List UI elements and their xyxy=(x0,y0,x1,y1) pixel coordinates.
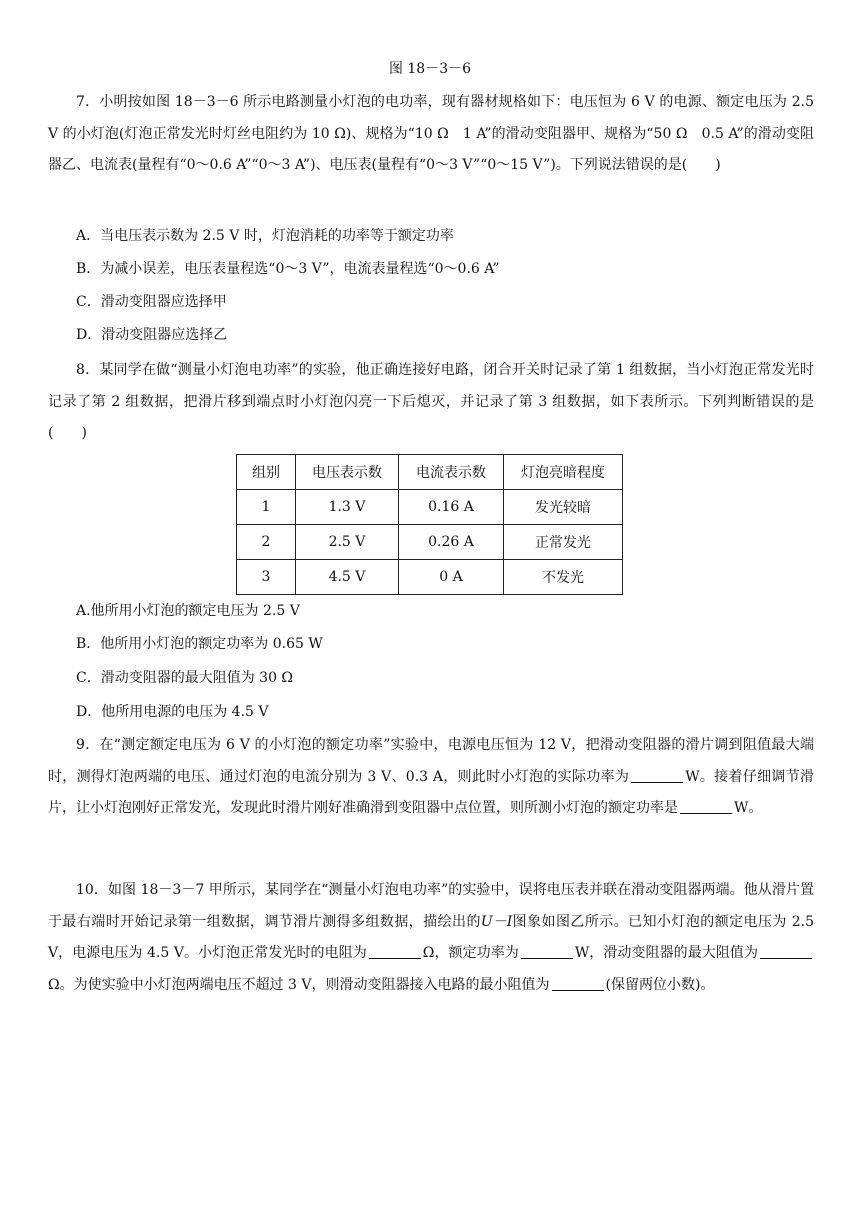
answer-blank xyxy=(631,768,683,783)
q7-option-b: B．为减小误差，电压表量程选“0～3 V”，电流表量程选“0～0.6 A” xyxy=(76,261,500,277)
table-cell: 1 xyxy=(237,490,296,525)
q9-text-3: W。 xyxy=(734,800,763,816)
q10-text-1: 10．如图 18－3－7 甲所示，某同学在“测量小灯泡电功率”的实验中，误将电压表并联在滑动变阻器两端。他从滑片置于最右端时开始记录第一组数据，调节滑片测得多组数据，描绘出的 xyxy=(48,882,814,930)
table-cell: 2 xyxy=(237,525,296,560)
table-row xyxy=(237,525,623,560)
q7-option-a: A．当电压表示数为 2.5 V 时，灯泡消耗的功率等于额定功率 xyxy=(76,228,454,244)
table-cell: 0.16 A xyxy=(399,490,504,525)
table-cell: 3 xyxy=(237,560,296,595)
q8-option-d: D．他所用电源的电压为 4.5 V xyxy=(76,704,269,720)
question-10 xyxy=(48,875,814,1001)
q10-text-6: (保留两位小数)。 xyxy=(605,976,715,993)
table-header-row xyxy=(237,455,623,490)
q10-text-3: Ω，额定功率为 xyxy=(422,945,519,961)
question-8: 8．某同学在做“测量小灯泡电功率”的实验，他正确连接好电路，闭合开关时记录了第 1 组数据，当小灯泡正常发光时记录了第 2 组数据，把滑片移到端点时小灯泡闪亮一下后熄灭，并记录了第 3 组数据，如下表所示。下列判断错误的是( ) xyxy=(48,362,814,441)
answer-blank xyxy=(369,944,421,959)
table-header-cell: 组别 xyxy=(237,455,296,490)
q7-option-d: D．滑动变阻器应选择乙 xyxy=(76,327,228,343)
question-9 xyxy=(48,730,814,825)
table-cell: 0 A xyxy=(399,560,504,595)
table-row xyxy=(237,560,623,595)
table-cell: 2.5 V xyxy=(296,525,399,560)
table-header-cell: 灯泡亮暗程度 xyxy=(504,455,623,490)
table-row xyxy=(237,490,623,525)
q7-option-c: C．滑动变阻器应选择甲 xyxy=(76,294,227,310)
q9-text-1: 9．在“测定额定电压为 6 V 的小灯泡的额定功率”实验中，电源电压恒为 12 V，把滑动变阻器的滑片调到阻值最大端时，测得灯泡两端的电压、通过灯泡的电流分别为 3 V、0.3 A，则此时小灯泡的实际功率为 xyxy=(48,737,814,785)
q10-text-5: Ω。为使实验中小灯泡两端电压不超过 3 V，则滑动变阻器接入电路的最小阻值为 xyxy=(48,976,550,993)
q9-text-2: W。接着仔细调节滑片，让小灯泡刚好正常发光，发现此时滑片刚好准确滑到变阻器中点位置，则所测小灯泡的额定功率是 xyxy=(48,768,815,816)
q10-ui-symbol: U－I xyxy=(480,913,513,930)
table-cell: 1.3 V xyxy=(296,490,399,525)
q8-option-b: B．他所用小灯泡的额定功率为 0.65 W xyxy=(76,636,323,652)
table-cell: 0.26 A xyxy=(399,525,504,560)
q10-text-2: 图象如图乙所示。已知小灯泡的额定电压为 2.5 V，电源电压为 4.5 V。小灯泡正常发光时的电阻为 xyxy=(48,913,814,961)
table-cell: 发光较暗 xyxy=(504,490,623,525)
table-cell: 正常发光 xyxy=(504,525,623,560)
q8-option-a: A.他所用小灯泡的额定电压为 2.5 V xyxy=(76,603,300,619)
question-7: 7．小明按如图 18－3－6 所示电路测量小灯泡的电功率，现有器材规格如下：电压恒为 6 V 的电源、额定电压为 2.5 V 的小灯泡(灯泡正常发光时灯丝电阻约为 10 Ω)、规格为“10 Ω 1 A”的滑动变阻器甲、规格为“50 Ω 0.5 A”的滑动变阻器乙、电流表(量程有“0～0.6 A”“0～3 A”)、电压表(量程有“0～3 V”“0～15 V”)。下列说法错误的是( ) xyxy=(48,94,814,173)
table-header-cell: 电压表示数 xyxy=(296,455,399,490)
q10-text-4: W，滑动变阻器的最大阻值为 xyxy=(574,945,759,961)
answer-blank xyxy=(521,944,573,959)
q8-option-c: C．滑动变阻器的最大阻值为 30 Ω xyxy=(76,670,294,686)
figure-caption: 图 18－3－6 xyxy=(388,61,472,77)
table-cell: 不发光 xyxy=(504,560,623,595)
table-header-cell: 电流表示数 xyxy=(399,455,504,490)
table-cell: 4.5 V xyxy=(296,560,399,595)
answer-blank xyxy=(680,799,732,814)
data-table xyxy=(236,454,623,595)
answer-blank xyxy=(552,976,604,991)
answer-blank xyxy=(760,944,812,959)
